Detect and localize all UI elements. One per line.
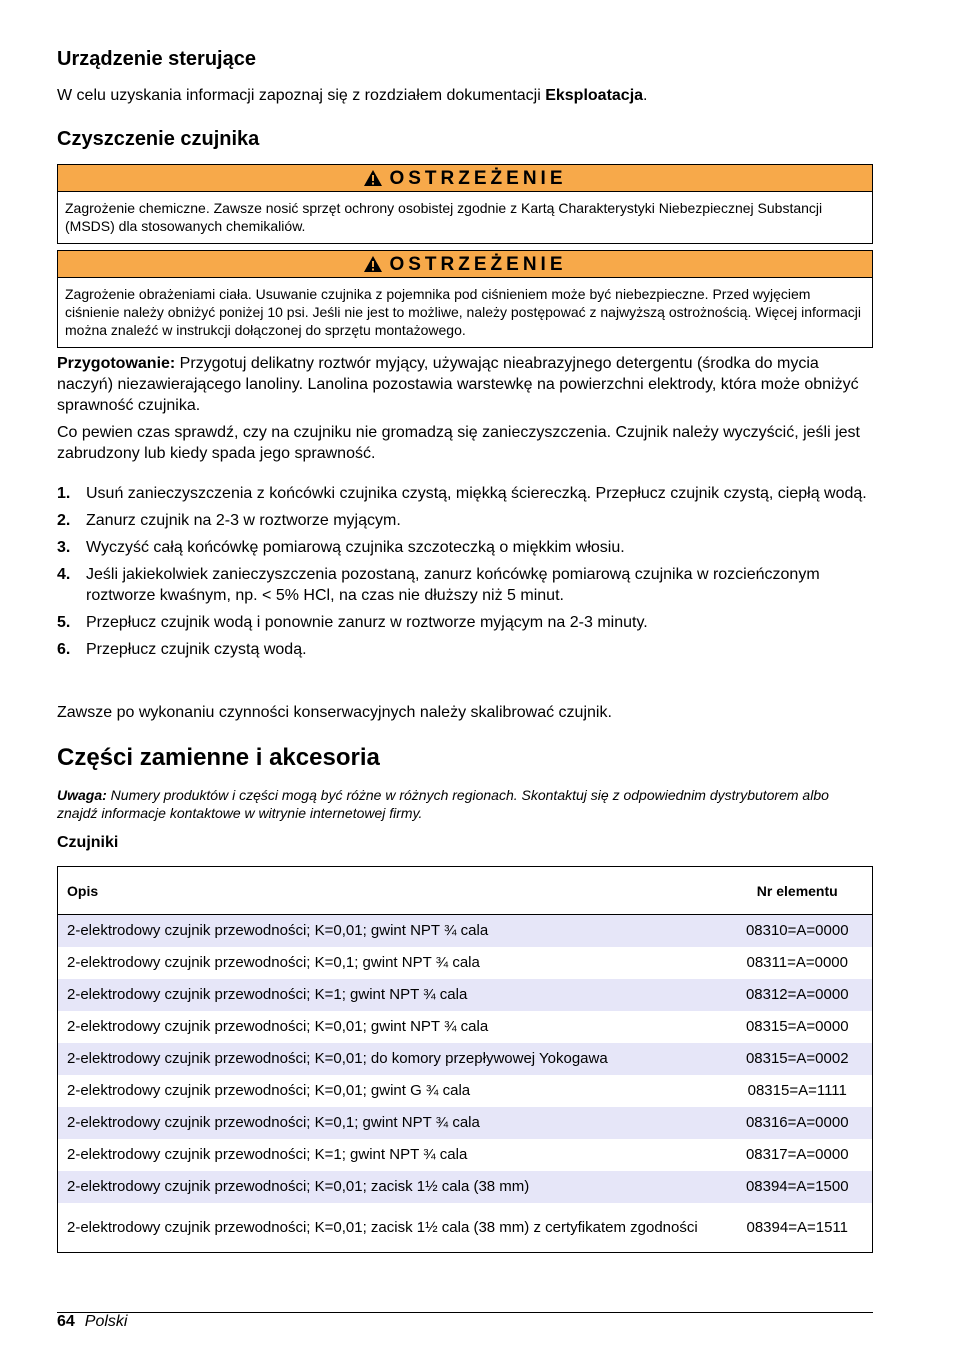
table-row: 2-elektrodowy czujnik przewodności; K=0,01; gwint NPT ¾ cala 08315=A=0000	[67, 1018, 849, 1035]
warning-box-chemical	[57, 164, 873, 244]
list-item: 1. Usuń zanieczyszczenia z końcówki czujnika czystą, miękką ściereczką. Przepłucz czujnik czystą, ciepłą wodą.	[57, 485, 867, 502]
calibration-reminder: Zawsze po wykonaniu czynności konserwacyjnych należy skalibrować czujnik.	[57, 704, 612, 721]
page-number: 64	[57, 1313, 75, 1330]
table-row: 2-elektrodowy czujnik przewodności; K=0,01; gwint NPT ¾ cala 08310=A=0000	[58, 915, 873, 947]
list-item: 3. Wyczyść całą końcówkę pomiarową czujnika szczoteczką o miękkim włosiu.	[57, 539, 625, 556]
note-label: Uwaga:	[57, 787, 107, 803]
table-header-row	[58, 867, 873, 915]
sensors-table	[57, 866, 873, 1253]
heading-spare-parts: Części zamienne i akcesoria	[57, 744, 380, 771]
list-item: 4. Jeśli jakiekolwiek zanieczyszczenia pozostaną, zanurz końcówkę pomiarową czujnika w rozcieńczonym roztworze kwaśnym, np. < 5% HCl, na czas nie dłuższy niż 5 minut.	[57, 566, 820, 604]
column-header-item-number: Nr elementu	[723, 867, 873, 915]
page-footer	[57, 1312, 127, 1332]
table-row: 2-elektrodowy czujnik przewodności; K=1; gwint NPT ¾ cala 08312=A=0000	[58, 979, 873, 1011]
check-paragraph: Co pewien czas sprawdź, czy na czujniku nie gromadzą się zanieczyszczenia. Czujnik należy wyczyścić, jeśli jest zabrudzony lub kiedy spada jego sprawność.	[57, 424, 860, 462]
preparation-label: Przygotowanie:	[57, 355, 176, 372]
preparation-paragraph: Przygotowanie: Przygotuj delikatny roztwór myjący, używając nieabrazyjnego detergentu (środka do mycia naczyń) niezawierającego lanoliny. Lanolina pozostawia warstewkę na powierzchni elektrody, która może obniżyć sprawność czujnika.	[57, 355, 859, 414]
operation-chapter-ref: Eksploatacja	[545, 87, 644, 104]
warning-header	[58, 251, 872, 278]
heading-sensors: Czujniki	[57, 834, 119, 851]
note-paragraph: Uwaga: Numery produktów i części mogą być różne w różnych regionach. Skontaktuj się z odpowiednim dystrybutorem albo znajdź informacje kontaktowe w witrynie internetowej firmy.	[57, 787, 829, 821]
table-row: 2-elektrodowy czujnik przewodności; K=0,01; zacisk 1½ cala (38 mm) z certyfikatem zgodności 08394=A=1511	[67, 1218, 848, 1236]
table-row: 2-elektrodowy czujnik przewodności; K=0,01; gwint G ¾ cala 08315=A=1111	[67, 1082, 847, 1099]
warning-triangle-icon	[363, 255, 383, 273]
warning-header	[58, 165, 872, 192]
warning-title: OSTRZEŻENIE	[389, 167, 567, 189]
list-item: 6. Przepłucz czujnik czystą wodą.	[57, 641, 307, 658]
warning-triangle-icon	[363, 169, 383, 187]
heading-sensor-cleaning: Czyszczenie czujnika	[57, 128, 260, 150]
control-device-text: W celu uzyskania informacji zapoznaj się z rozdziałem dokumentacji Eksploatacja.	[57, 87, 648, 104]
footer-divider	[57, 1312, 873, 1313]
page	[57, 0, 873, 1354]
cleaning-steps-list	[57, 483, 873, 666]
table-row: 2-elektrodowy czujnik przewodności; K=0,01; do komory przepływowej Yokogawa 08315=A=0002	[58, 1043, 873, 1075]
table-row: 2-elektrodowy czujnik przewodności; K=1; gwint NPT ¾ cala 08317=A=0000	[67, 1146, 849, 1163]
heading-control-device: Urządzenie sterujące	[57, 48, 256, 70]
footer-language: Polski	[84, 1313, 128, 1330]
list-item: 2. Zanurz czujnik na 2-3 w roztworze myjącym.	[57, 512, 401, 529]
table-row: 2-elektrodowy czujnik przewodności; K=0,1; gwint NPT ¾ cala 08316=A=0000	[58, 1107, 873, 1139]
column-header-description: Opis	[58, 867, 723, 915]
table-row: 2-elektrodowy czujnik przewodności; K=0,1; gwint NPT ¾ cala 08311=A=0000	[67, 954, 848, 971]
warning-box-injury	[57, 250, 873, 348]
warning-title: OSTRZEŻENIE	[389, 253, 567, 275]
warning-body: Zagrożenie chemiczne. Zawsze nosić sprzęt ochrony osobistej zgodnie z Kartą Charakterystyki Niebezpiecznej Substancji (MSDS) dla stosowanych chemikaliów.	[65, 200, 823, 234]
table-row: 2-elektrodowy czujnik przewodności; K=0,01; zacisk 1½ cala (38 mm) 08394=A=1500	[58, 1171, 873, 1203]
list-item: 5. Przepłucz czujnik wodą i ponownie zanurz w roztworze myjącym na 2-3 minuty.	[57, 614, 648, 631]
warning-body: Zagrożenie obrażeniami ciała. Usuwanie czujnika z pojemnika pod ciśnieniem może być niebezpieczne. Przed wyjęciem ciśnienie należy obniżyć poniżej 10 psi. Jeśli nie jest to możliwe, należy postępować z najwyższą ostrożnością. Więcej informacji można znaleźć w instrukcji dołączonej do sprzętu montażowego.	[65, 286, 862, 338]
